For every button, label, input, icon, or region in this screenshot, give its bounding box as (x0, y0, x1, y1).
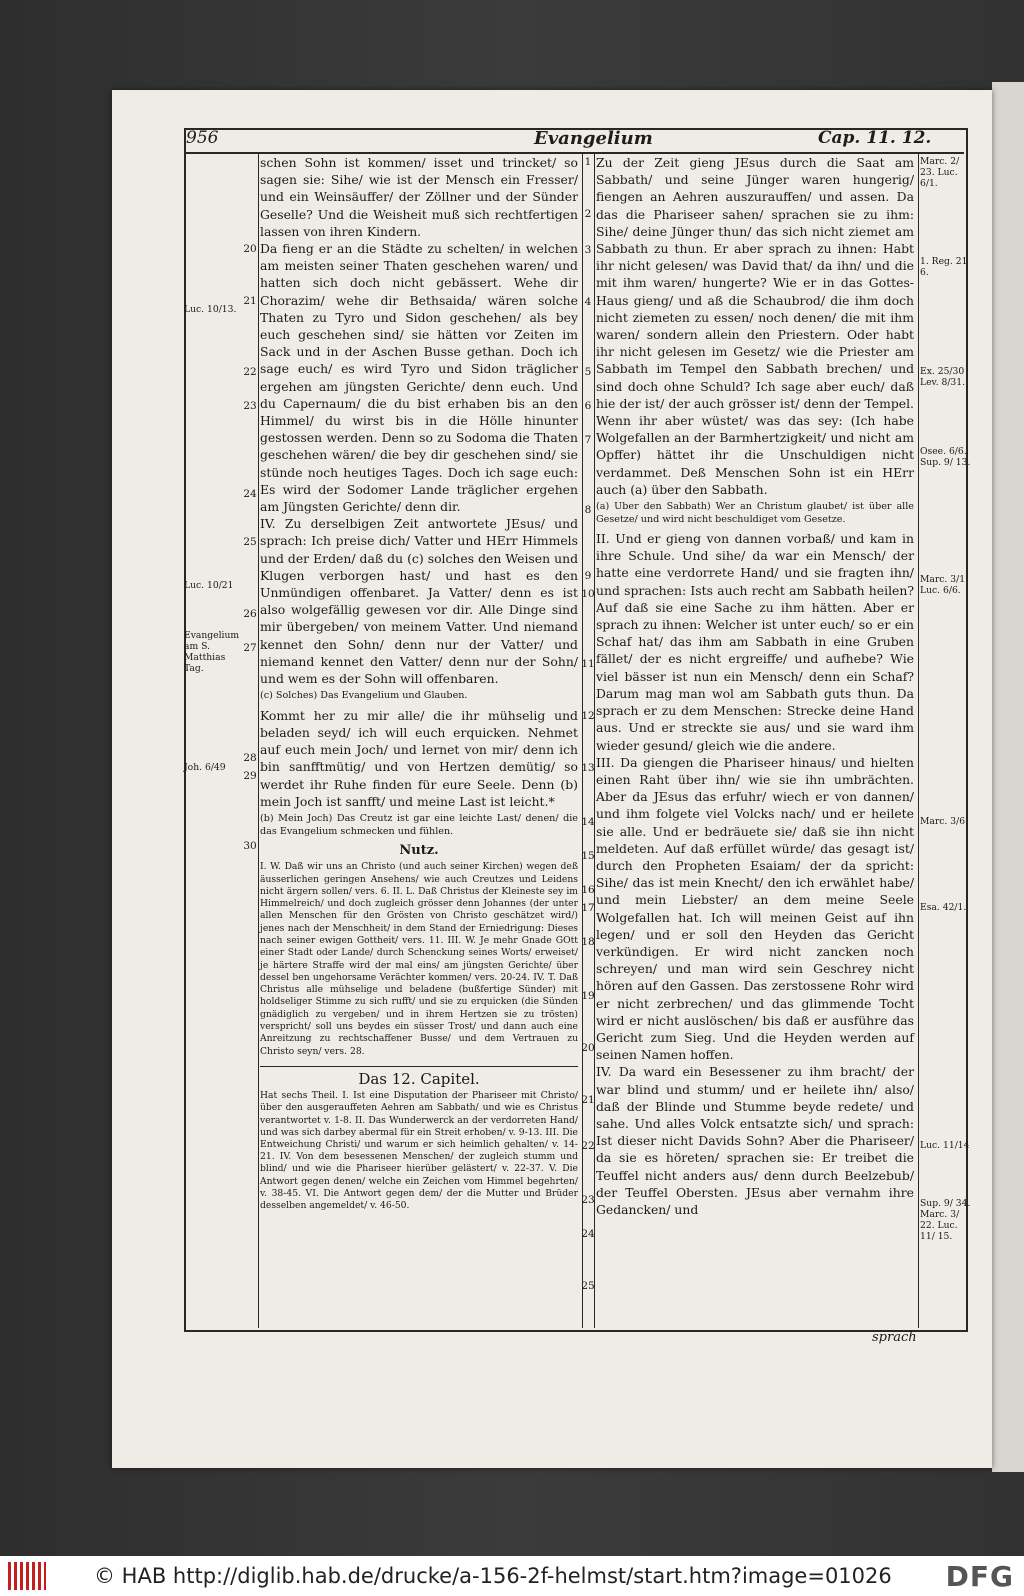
verse-number: 25 (243, 536, 257, 548)
left-margin-rule (258, 154, 259, 1328)
verse-number: 26 (243, 608, 257, 620)
verse-number: 21 (581, 1094, 595, 1106)
footnote-b: (b) Mein Joch) Das Creutz ist gar eine leichte Last/ denen/ die das Evangelium schmecken und fühlen. (260, 813, 578, 837)
page-number: 956 (186, 128, 219, 148)
source-url[interactable]: © HAB http://diglib.hab.de/drucke/a-156-2f-helmst/start.htm?image=01026 (94, 1564, 892, 1588)
verse-number: 19 (581, 990, 595, 1002)
verse-number: 20 (581, 1042, 595, 1054)
chapter-summary-title: Das 12. Capitel. (358, 1069, 480, 1088)
text-paragraph: Da fieng er an die Städte zu schelten/ in welchen am meisten seiner Thaten geschehen waren/ und hatten sich doch nicht gebässert. Wehe dir Chorazim/ wehe dir Bethsaida/ wären solche Thaten zu Tyro und Sidon geschehen/ als bey euch geschehen sind/ sie hätten vor Zeiten im Sack und in der Aschen Busse gethan. Doch ich sage euch/ es wird Tyro und Sidon träglicher ergehen am jüngsten Gerichte/ denn euch. Und du Capernaum/ die du bist erhaben bis an den Himmel/ du wirst bis in die Hölle hinunter gestossen werden. Denn so zu Sodoma die Thaten geschehen wären/ die bey dir geschehen sind/ sie stünde noch heutiges Tages. Doch ich sage euch: Es wird der Sodomer Lande träglicher ergehen am Jüngsten Gerichte/ denn dir. (260, 241, 578, 515)
verse-number: 21 (243, 295, 257, 307)
left-column (260, 154, 578, 1212)
margin-reference: Luc. 10/13. (184, 304, 237, 315)
verse-number: 5 (584, 366, 592, 378)
margin-reference: Joh. 6/49 (184, 762, 226, 773)
book-page (112, 90, 992, 1468)
verse-number: 10 (581, 588, 595, 600)
margin-reference: Evangelium am S. Matthias Tag. (184, 630, 240, 674)
footer-bar (0, 1556, 1024, 1596)
verse-number: 22 (243, 366, 257, 378)
verse-number: 24 (243, 488, 257, 500)
verse-number: 23 (243, 400, 257, 412)
verse-number: 8 (584, 504, 592, 516)
chapter-label: Cap. 11. 12. (818, 128, 932, 148)
nutz-text: I. W. Daß wir uns an Christo (und auch seiner Kirchen) wegen deß äusserlichen geringen Ansehens/ wie auch Creutzes und Leidens nicht ärgern sollen/ vers. 6. II. L. Daß Christus der Kleineste sey im Himmelreich/ und doch zugleich grösser denn Johannes (der unter allen Menschen für den Grösten von Christo geschätzet wird/) jenes nach der Menschheit/ in dem Stand der Erniedrigung: Dieses nach seiner ewigen Gottheit/ vers. 11. III. W. Je mehr Gnade GOtt einer Stadt oder Lande/ durch Schenckung seines Worts/ erweiset/ je härtere Straffe wird der mal eins/ am jüngsten Gerichte/ über dessel ben ungehorsame Verächter kommen/ vers. 20-24. IV. T. Daß Christus alle mühselige und beladene (bußfertige Sünder) mit holdseliger Stimme zu sich rufft/ und sie zu erquicken (die Sünden gnädiglich zu vergeben/ und in ihrem Hertzen sie zu trösten) verspricht/ soll uns beydes ein süsser Trost/ und dann auch eine Anreitzung zu rechtschaffener Busse/ und dem Vertrauen zu Christo seyn/ vers. 28. (260, 861, 578, 1057)
chapter-summary-box (260, 1066, 578, 1212)
verse-number: 11 (581, 658, 595, 670)
verse-number: 7 (584, 434, 592, 446)
margin-reference: Marc. 3/1 Luc. 6/6. (920, 574, 966, 596)
footnote-c: (c) Solches) Das Evangelium und Glauben. (260, 690, 468, 702)
nutz-heading: Nutz. (399, 843, 439, 859)
verse-number: 1 (584, 156, 592, 168)
verse-number: 12 (581, 710, 595, 722)
verse-number: 4 (584, 296, 592, 308)
verse-number: 2 (584, 208, 592, 220)
running-title: Evangelium (534, 128, 653, 149)
verse-number: 20 (243, 243, 257, 255)
catchword: sprach (872, 1330, 917, 1345)
verse-number: 9 (584, 570, 592, 582)
verse-number: 22 (581, 1140, 595, 1152)
footnote-a: (a) Uber den Sabbath) Wer an Christum glaubet/ ist über alle Gesetze/ und wird nicht beschuldiget vom Gesetze. (596, 501, 914, 525)
margin-reference: Marc. 3/6 (920, 816, 966, 827)
verse-number: 25 (581, 1280, 595, 1292)
verse-number: 24 (581, 1228, 595, 1240)
chapter-summary-text: Hat sechs Theil. I. Ist eine Disputation der Phariseer mit Christo/ über den ausgerauffeten Aehren am Sabbath/ und wie es Christus verantwortet v. 1-8. II. Das Wunderwerck an der verdorreten Hand/ und was sich darbey abermal für ein Streit erhoben/ v. 9-13. III. Die Entweichung Christi/ und warum er sich heimlich gehalten/ v. 14-21. IV. Von dem besessenen Menschen/ der zugleich stumm und blind/ und wie die Phariseer hierüber gelästert/ v. 22-37. V. Die Antwort gegen denen/ welche ein Zeichen vom Himmel begehrten/ v. 38-45. VI. Die Antwort gegen dem/ der die Mutter und Brüder desselben angemeldet/ v. 46-50. (260, 1090, 578, 1211)
margin-reference: Luc. 10/21 (184, 580, 234, 591)
dfg-logo: DFG (945, 1560, 1014, 1593)
margin-reference: Osee. 6/6. Sup. 9/ 13. (920, 446, 971, 468)
verse-number: 13 (581, 762, 595, 774)
verse-number: 6 (584, 400, 592, 412)
margin-reference: Marc. 2/ 23. Luc. 6/1. (920, 156, 960, 189)
verse-number: 15 (581, 850, 595, 862)
margin-reference: 1. Reg. 21 6. (920, 256, 968, 278)
verse-number: 18 (581, 936, 595, 948)
verse-number: 29 (243, 770, 257, 782)
right-margin-rule (918, 154, 919, 1328)
verse-number: 17 (581, 902, 595, 914)
margin-reference: Luc. 11/14 (920, 1140, 970, 1151)
verse-number: 27 (243, 642, 257, 654)
verse-number: 16 (581, 884, 595, 896)
page-header (184, 128, 964, 154)
text-paragraph: Zu der Zeit gieng JEsus durch die Saat am Sabbath/ und seine Jünger waren hungerig/ fiengen an Aehren auszurauffen/ und assen. Da das die Phariseer sahen/ sprachen sie zu ihm: Sihe/ deine Jünger thun/ das sich nicht ziemet am Sabbath zu thun. Er aber sprach zu ihnen: Habt ihr nicht gelesen/ was David that/ da ihn/ und die mit ihm waren/ hungerte? Wie er in das Gottes-Haus gieng/ und aß die Schaubrod/ die ihm doch nicht ziemeten zu essen/ noch denen/ die mit ihm waren/ sondern allein den Priestern. Oder habt ihr nicht gelesen im Gesetz/ wie die Priester am Sabbath im Tempel den Sabbath brechen/ und sind doch ohne Schuld? Ich sage aber euch/ daß hie der ist/ der auch grösser ist/ denn der Tempel. Wenn ihr aber wüstet/ was das sey: (Ich habe Wolgefallen an der Barmhertzigkeit/ und nicht am Opffer) hättet ihr die Unschuldigen nicht verdammet. Deß Menschen Sohn ist ein HErr auch (a) über den Sabbath. (596, 155, 914, 497)
hab-logo-icon (8, 1562, 46, 1590)
verse-number: 23 (581, 1194, 595, 1206)
text-paragraph: Kommt her zu mir alle/ die ihr mühselig und beladen seyd/ ich will euch erquicken. Nehmet auf euch mein Joch/ und lernet von mir/ denn ich bin sanfftmütig/ und von Hertzen demütig/ so werdet ihr Ruhe finden für eure Seele. Denn (b) mein Joch ist sanfft/ und meine Last ist leicht.* (260, 707, 578, 809)
text-paragraph: II. Und er gieng von dannen vorbaß/ und kam in ihre Schule. Und sihe/ da war ein Mensch/ der hatte eine verdorrete Hand/ und sie fragten ihn/ und sprachen: Ists auch recht am Sabbath heilen? Auf daß sie eine Sache zu ihm hätten. Aber er sprach zu ihnen: Welcher ist unter euch/ so er ein Schaf hat/ das ihm am Sabbath in eine Gruben fället/ der es nicht ergreiffe/ und aufhebe? Wie viel bässer ist nun ein Mensch/ denn ein Schaf? Darum mag man wol am Sabbath guts thun. Da sprach er zu dem Menschen: Strecke deine Hand aus. Und er streckte sie aus/ und sie ward ihm wieder gesund/ gleich wie die andere. (596, 531, 914, 753)
right-column (596, 154, 914, 1218)
margin-reference: Ex. 25/30 Lev. 8/31. (920, 366, 966, 388)
text-paragraph: III. Da giengen die Phariseer hinaus/ und hielten einen Raht über ihn/ wie sie ihn umbrächten. Aber da JEsus das erfuhr/ wiech er von dannen/ und ihm folgete viel Volcks nach/ und er heilete sie alle. Und er bedräuete sie/ daß sie ihn nicht meldeten. Auf daß erfüllet würde/ das gesagt ist/ durch den Propheten Esaiam/ der da spricht: Sihe/ das ist mein Knecht/ den ich erwählet habe/ und mein Liebster/ an dem meine Seele Wolgefallen hat. Ich will meinen Geist auf ihn legen/ und er soll den Heyden das Gericht verkündigen. Er wird nicht zancken noch schreyen/ und man wird sein Geschrey nicht hören auf den Gassen. Das zerstossene Rohr wird er nicht zerbrechen/ und das glimmende Tocht wird er nicht auslöschen/ bis daß er ausführe das Gericht zum Sieg. Und die Heyden werden auf seinen Namen hoffen. (596, 754, 914, 1063)
next-page-edge (992, 82, 1024, 1472)
verse-number: 28 (243, 752, 257, 764)
text-paragraph: IV. Da ward ein Besessener zu ihm bracht/ der war blind und stumm/ und er heilete ihn/ also/ daß der Blinde und Stumme beyde redete/ und sahe. Und alles Volck entsatzte sich/ und sprach: Ist dieser nicht Davids Sohn? Aber die Phariseer/ da sie es höreten/ sprachen sie: Er treibet die Teuffel nicht anders aus/ denn durch Beelzebub/ der Teuffel Obersten. JEsus aber vernahm ihre Gedancken/ und (596, 1064, 914, 1217)
verse-number: 30 (243, 840, 257, 852)
text-paragraph: IV. Zu derselbigen Zeit antwortete JEsus/ und sprach: Ich preise dich/ Vatter und HErr Himmels und der Erden/ daß du (c) solches den Weisen und Klugen verborgen hast/ und hast es den Unmündigen offenbaret. Ja Vatter/ denn es ist also wolgefällig gewesen vor dir. Alle Dinge sind mir übergeben/ von meinem Vatter. Und niemand kennet den Sohn/ denn nur der Vatter/ und niemand kennet den Vatter/ denn nur der Sohn/ und wem es der Sohn will offenbaren. (260, 516, 578, 687)
verse-number: 14 (581, 816, 595, 828)
margin-reference: Esa. 42/1. (920, 902, 967, 913)
margin-reference: Sup. 9/ 34. Marc. 3/ 22. Luc. 11/ 15. (920, 1198, 971, 1242)
text-paragraph: schen Sohn ist kommen/ isset und trincket/ so sagen sie: Sihe/ wie ist der Mensch ein Fresser/ und ein Weinsäuffer/ der Zöllner und der Sünder Geselle? Und die Weisheit muß sich rechtfertigen lassen von ihren Kindern. (260, 155, 578, 239)
verse-number: 3 (584, 244, 592, 256)
